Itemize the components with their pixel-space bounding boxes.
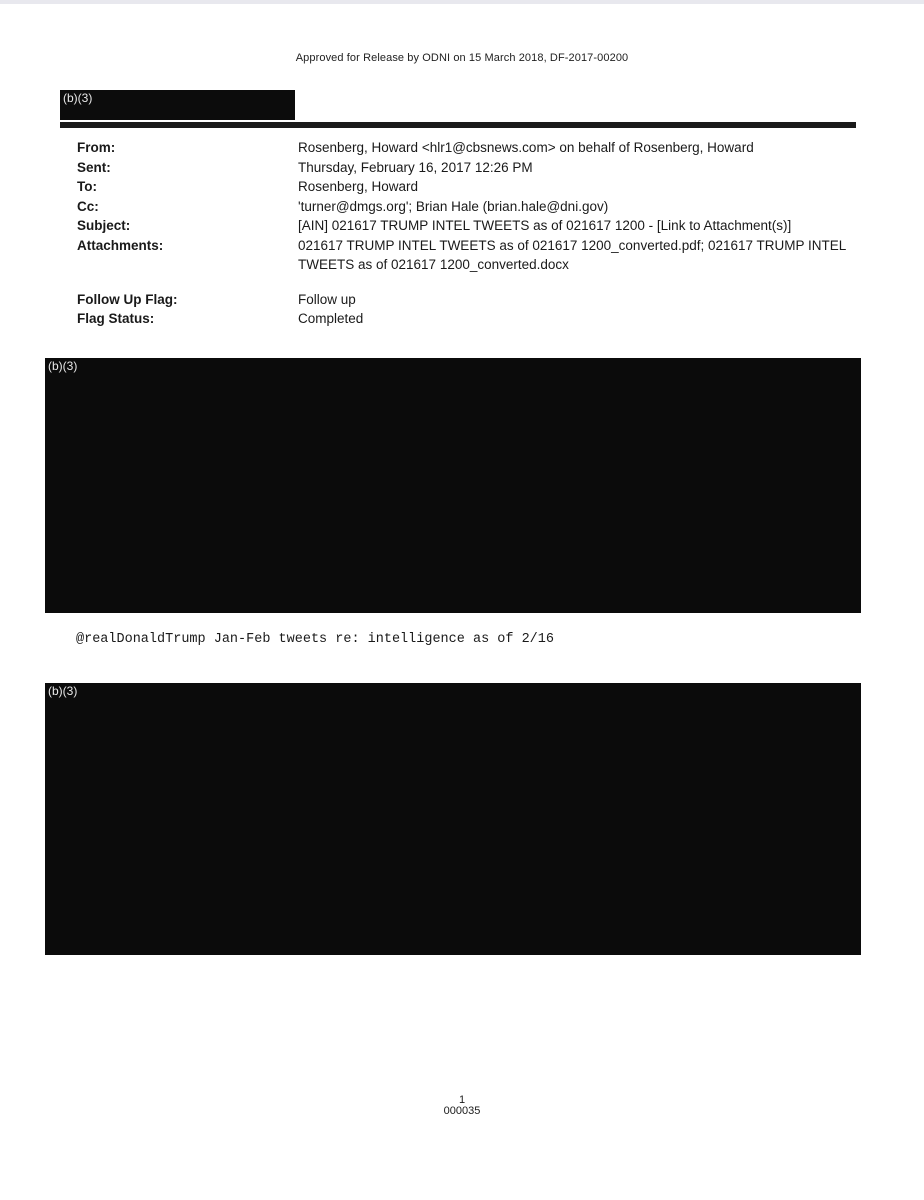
field-spacer <box>77 275 867 290</box>
email-header-fields <box>77 138 867 329</box>
flag-status-value: Completed <box>298 311 364 326</box>
to-label: To: <box>77 179 97 194</box>
body-redaction-tag-1: (b)(3) <box>48 359 78 373</box>
from-value: Rosenberg, Howard <hlr1@cbsnews.com> on behalf of Rosenberg, Howard <box>298 140 754 155</box>
page-number: 1 <box>458 1094 466 1106</box>
page-top-edge <box>0 0 924 4</box>
bates-number: 000035 <box>443 1105 481 1117</box>
sent-row <box>77 158 867 178</box>
body-redaction-block-2 <box>45 683 861 955</box>
body-redaction-block-1 <box>45 358 861 613</box>
subject-value: [AIN] 021617 TRUMP INTEL TWEETS as of 021617 1200 - [Link to Attachment(s)] <box>298 218 792 233</box>
attachments-row <box>77 236 867 275</box>
cc-label: Cc: <box>77 198 99 214</box>
header-divider <box>60 122 856 128</box>
body-text: @realDonaldTrump Jan-Feb tweets re: intelligence as of 2/16 <box>76 632 554 647</box>
cc-value: 'turner@dmgs.org'; Brian Hale (brian.hale@dni.gov) <box>298 198 609 214</box>
from-row <box>77 138 867 158</box>
release-stamp: Approved for Release by ODNI on 15 March 2018, DF-2017-00200 <box>295 52 629 64</box>
header-redaction-tag: (b)(3) <box>63 91 93 105</box>
follow-up-flag-label: Follow Up Flag: <box>77 291 178 307</box>
attachments-value: 021617 TRUMP INTEL TWEETS as of 021617 1200_converted.pdf; 021617 TRUMP INTEL TWEETS as of 021617 1200_converted.docx <box>298 237 846 272</box>
flag-status-row <box>77 309 867 329</box>
to-value: Rosenberg, Howard <box>298 179 419 194</box>
follow-up-flag-value: Follow up <box>298 291 356 307</box>
sent-value: Thursday, February 16, 2017 12:26 PM <box>298 159 533 175</box>
sent-label: Sent: <box>77 159 111 175</box>
to-row <box>77 177 867 197</box>
attachments-label: Attachments: <box>77 237 164 253</box>
flag-status-label: Flag Status: <box>77 311 155 326</box>
subject-row <box>77 216 867 236</box>
body-redaction-tag-2: (b)(3) <box>48 684 78 698</box>
cc-row <box>77 197 867 217</box>
follow-up-flag-row <box>77 290 867 310</box>
subject-label: Subject: <box>77 218 131 233</box>
from-label: From: <box>77 140 116 155</box>
header-redaction-block <box>60 90 295 120</box>
